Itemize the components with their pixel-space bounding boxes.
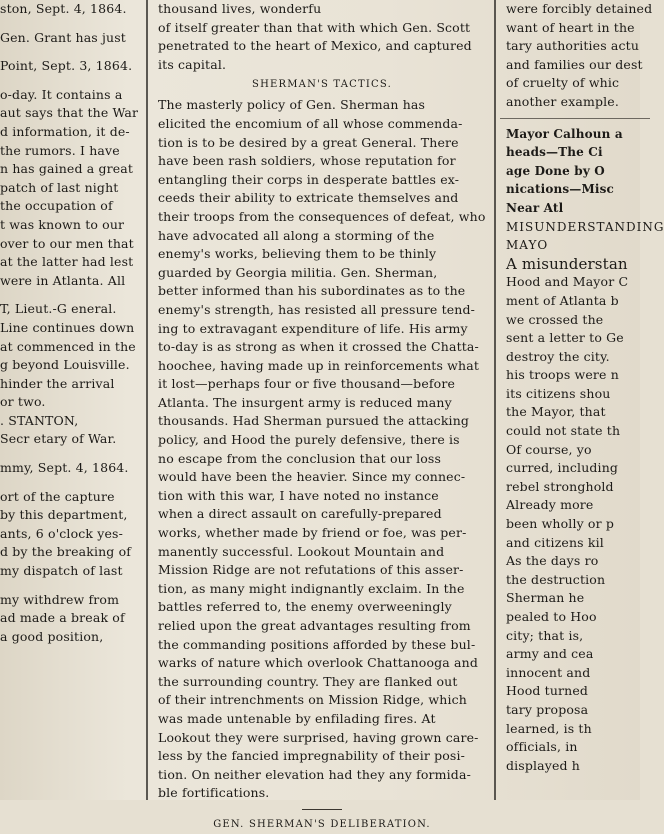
text-line: would have been the heavier. Since my connec- [158,469,466,485]
text-line: hoochee, having made up in reinforcements what [158,357,479,373]
text-line: the surrounding country. They are flanked out [158,673,458,689]
text-line: the occupation of [0,198,113,214]
text-line: manently successful. Lookout Mountain and [158,543,445,559]
text-line: the destruction [506,571,606,587]
text-line: want of heart in the [506,19,635,35]
text-line: we crossed the [506,311,604,327]
text-line: ing to extravagant expenditure of life. His army [158,320,468,336]
text-line: ble fortifications. [158,785,270,801]
headline-line: nications—Misc [506,182,614,197]
middle-column [152,0,492,830]
text-line: Line continues down [0,319,135,335]
text-line: thousand lives, wonderfu [158,1,322,16]
text-line: ants, 6 o'clock yes- [0,525,123,541]
subheadline-line: MAYO [506,238,549,253]
text-line: Secr etary of War. [0,431,117,447]
text-line: it lost—perhaps four or five thousand—before [158,376,455,392]
column-rule-left [146,0,148,800]
text-line: tion with this war, I have noted no instance [158,487,439,503]
text-line: tary authorities actu [506,38,640,54]
text-line: Lookout they were surprised, having grown care- [158,729,479,745]
text-line [0,449,144,459]
text-line: Already more [506,497,594,513]
text-line: pealed to Hoo [506,609,597,624]
text-line: Gen. Grant has just [0,29,126,45]
text-line: the Mayor, that [506,404,606,420]
text-line: d information, it de- [0,123,130,139]
text-line: have advocated all along a storming of the [158,227,435,243]
subheadline-line: MISUNDERSTANDING [506,219,664,234]
text-line: over to our men that [0,235,134,251]
text-line: o-day. It contains a [0,86,123,102]
right-column-divider [500,118,650,119]
text-line: his troops were n [506,367,619,383]
text-line [0,76,144,86]
text-line [0,478,144,488]
text-line: its citizens shou [506,385,611,401]
left-column-text [0,0,144,646]
text-line: my withdrew from [0,591,120,607]
text-line: relied upon the great advantages resulting from [158,618,471,633]
text-line: enemy's works, believing them to be thinly [158,246,437,262]
text-line: elicited the encomium of all whose commenda- [158,115,463,131]
headline-line: age Done by O [506,163,605,178]
text-line: city; that is, [506,627,584,643]
right-column-article-body [500,255,660,776]
middle-column-top-text [152,0,492,74]
text-line: have been rash soldiers, whose reputation for [158,153,456,169]
text-line: its capital. [158,56,227,72]
text-line: entangling their corps in desperate battles ex- [158,171,460,187]
text-line: destroy the city. [506,348,610,364]
text-line: As the days ro [506,553,599,569]
text-line: at commenced in the [0,338,136,354]
text-line: was made untenable by enfilading fires. At [158,710,436,726]
text-line: ad made a break of [0,610,125,626]
text-line: by this department, [0,507,128,523]
text-line: The masterly policy of Gen. Sherman has [158,97,426,113]
text-line: to-day is as strong as when it crossed the Chatta- [158,339,479,355]
left-column [0,0,144,800]
text-line: ort of the capture [0,488,115,504]
text-line: another example. [506,93,619,109]
text-line: of itself greater than that with which Gen. Scott [158,19,471,35]
text-line: . STANTON, [0,412,79,428]
text-line: the commanding positions afforded by these bul- [158,636,476,652]
text-line: Point, Sept. 3, 1864. [0,58,133,74]
headline-line: heads—The Ci [506,145,603,160]
text-line: learned, is th [506,720,592,736]
right-column-top-text [500,0,660,112]
text-line: could not state th [506,423,621,439]
right-column [500,0,664,800]
text-line: been wholly or p [506,516,615,532]
right-column-headline [500,125,660,218]
text-line: sent a letter to Ge [506,330,624,346]
text-line: were forcibly detained [506,1,653,16]
text-line: thousands. Had Sherman pursued the attacking [158,413,470,429]
text-line: less by the fancied impregnability of their posi- [158,748,466,764]
text-line: rebel stronghold [506,478,614,494]
text-line: Of course, yo [506,441,592,457]
text-line: were in Atlanta. All [0,272,126,288]
text-line [0,47,144,57]
text-line: n has gained a great [0,161,134,177]
text-line: T, Lieut.-G eneral. [0,301,117,317]
text-line: warks of nature which overlook Chattanooga and [158,655,478,671]
text-line: or two. [0,394,46,410]
text-line: tion, as many might indignantly exclaim. In the [158,580,465,596]
text-line: A misunderstan [506,254,628,273]
text-line: battles referred to, the enemy overweeningly [158,599,452,615]
text-line: my dispatch of last [0,563,123,579]
text-line: tion is to be desired by a great General. There [158,134,459,150]
text-line: tary proposa [506,701,589,717]
text-line: g beyond Louisville. [0,357,130,373]
text-line: ceeds their ability to extricate themselves and [158,190,459,206]
text-line: a good position, [0,628,104,644]
column-rule-right [494,0,496,800]
text-line: when a direct assault on carefully-prepared [158,506,442,522]
headline-line: Near Atl [506,200,564,215]
text-line: Mission Ridge are not refutations of this asser- [158,562,464,578]
text-line: displayed h [506,757,581,773]
text-line: tion. On neither elevation had they any formida- [158,766,471,782]
text-line: of their intrenchments on Mission Ridge, which [158,692,467,708]
text-line: and families our dest [506,56,643,72]
text-line: Sherman he [506,590,585,606]
text-line: patch of last night [0,179,119,195]
text-line [0,19,144,29]
text-line: army and cea [506,646,594,662]
text-line: ston, Sept. 4, 1864. [0,1,127,16]
text-line: the rumors. I have [0,142,120,158]
text-line [0,581,144,591]
text-line: of cruelty of whic [506,75,620,91]
headline-line: Mayor Calhoun a [506,126,623,141]
text-line: policy, and Hood the purely defensive, there is [158,432,460,448]
text-line: Atlanta. The insurgent army is reduced many [158,394,452,410]
text-line: officials, in [506,739,578,755]
text-line: hinder the arrival [0,375,115,391]
text-line: guarded by Georgia militia. Gen. Sherman, [158,264,438,280]
article-divider [302,809,342,810]
text-line: innocent and [506,664,591,680]
text-line: mmy, Sept. 4, 1864. [0,460,129,476]
text-line: no escape from the conclusion that our loss [158,450,442,466]
text-line [0,290,144,300]
right-column-subheadline [500,218,664,255]
text-line: Hood and Mayor C [506,274,629,290]
text-line: works, whether made by friend or foe, was per- [158,525,467,541]
text-line: penetrated to the heart of Mexico, and captured [158,38,472,54]
text-line: Hood turned [506,683,589,699]
text-line: ment of Atlanta b [506,292,619,308]
text-line: t was known to our [0,216,125,232]
middle-column-article-body [152,96,492,803]
text-line: enemy's strength, has resisted all pressure tend- [158,301,476,317]
text-line: better informed than his subordinates as to the [158,283,466,299]
text-line: d by the breaking of [0,544,132,560]
section-heading-shermans-tactics: SHERMAN'S TACTICS. [252,79,392,91]
text-line: and citizens kil [506,534,604,550]
text-line: curred, including [506,460,619,476]
text-line: their troops from the consequences of defeat, who [158,208,486,224]
text-line: at the latter had lest [0,254,134,270]
text-line: aut says that the War [0,105,139,121]
section-heading-sherman-deliberation: GEN. SHERMAN'S DELIBERATION. [213,818,431,830]
